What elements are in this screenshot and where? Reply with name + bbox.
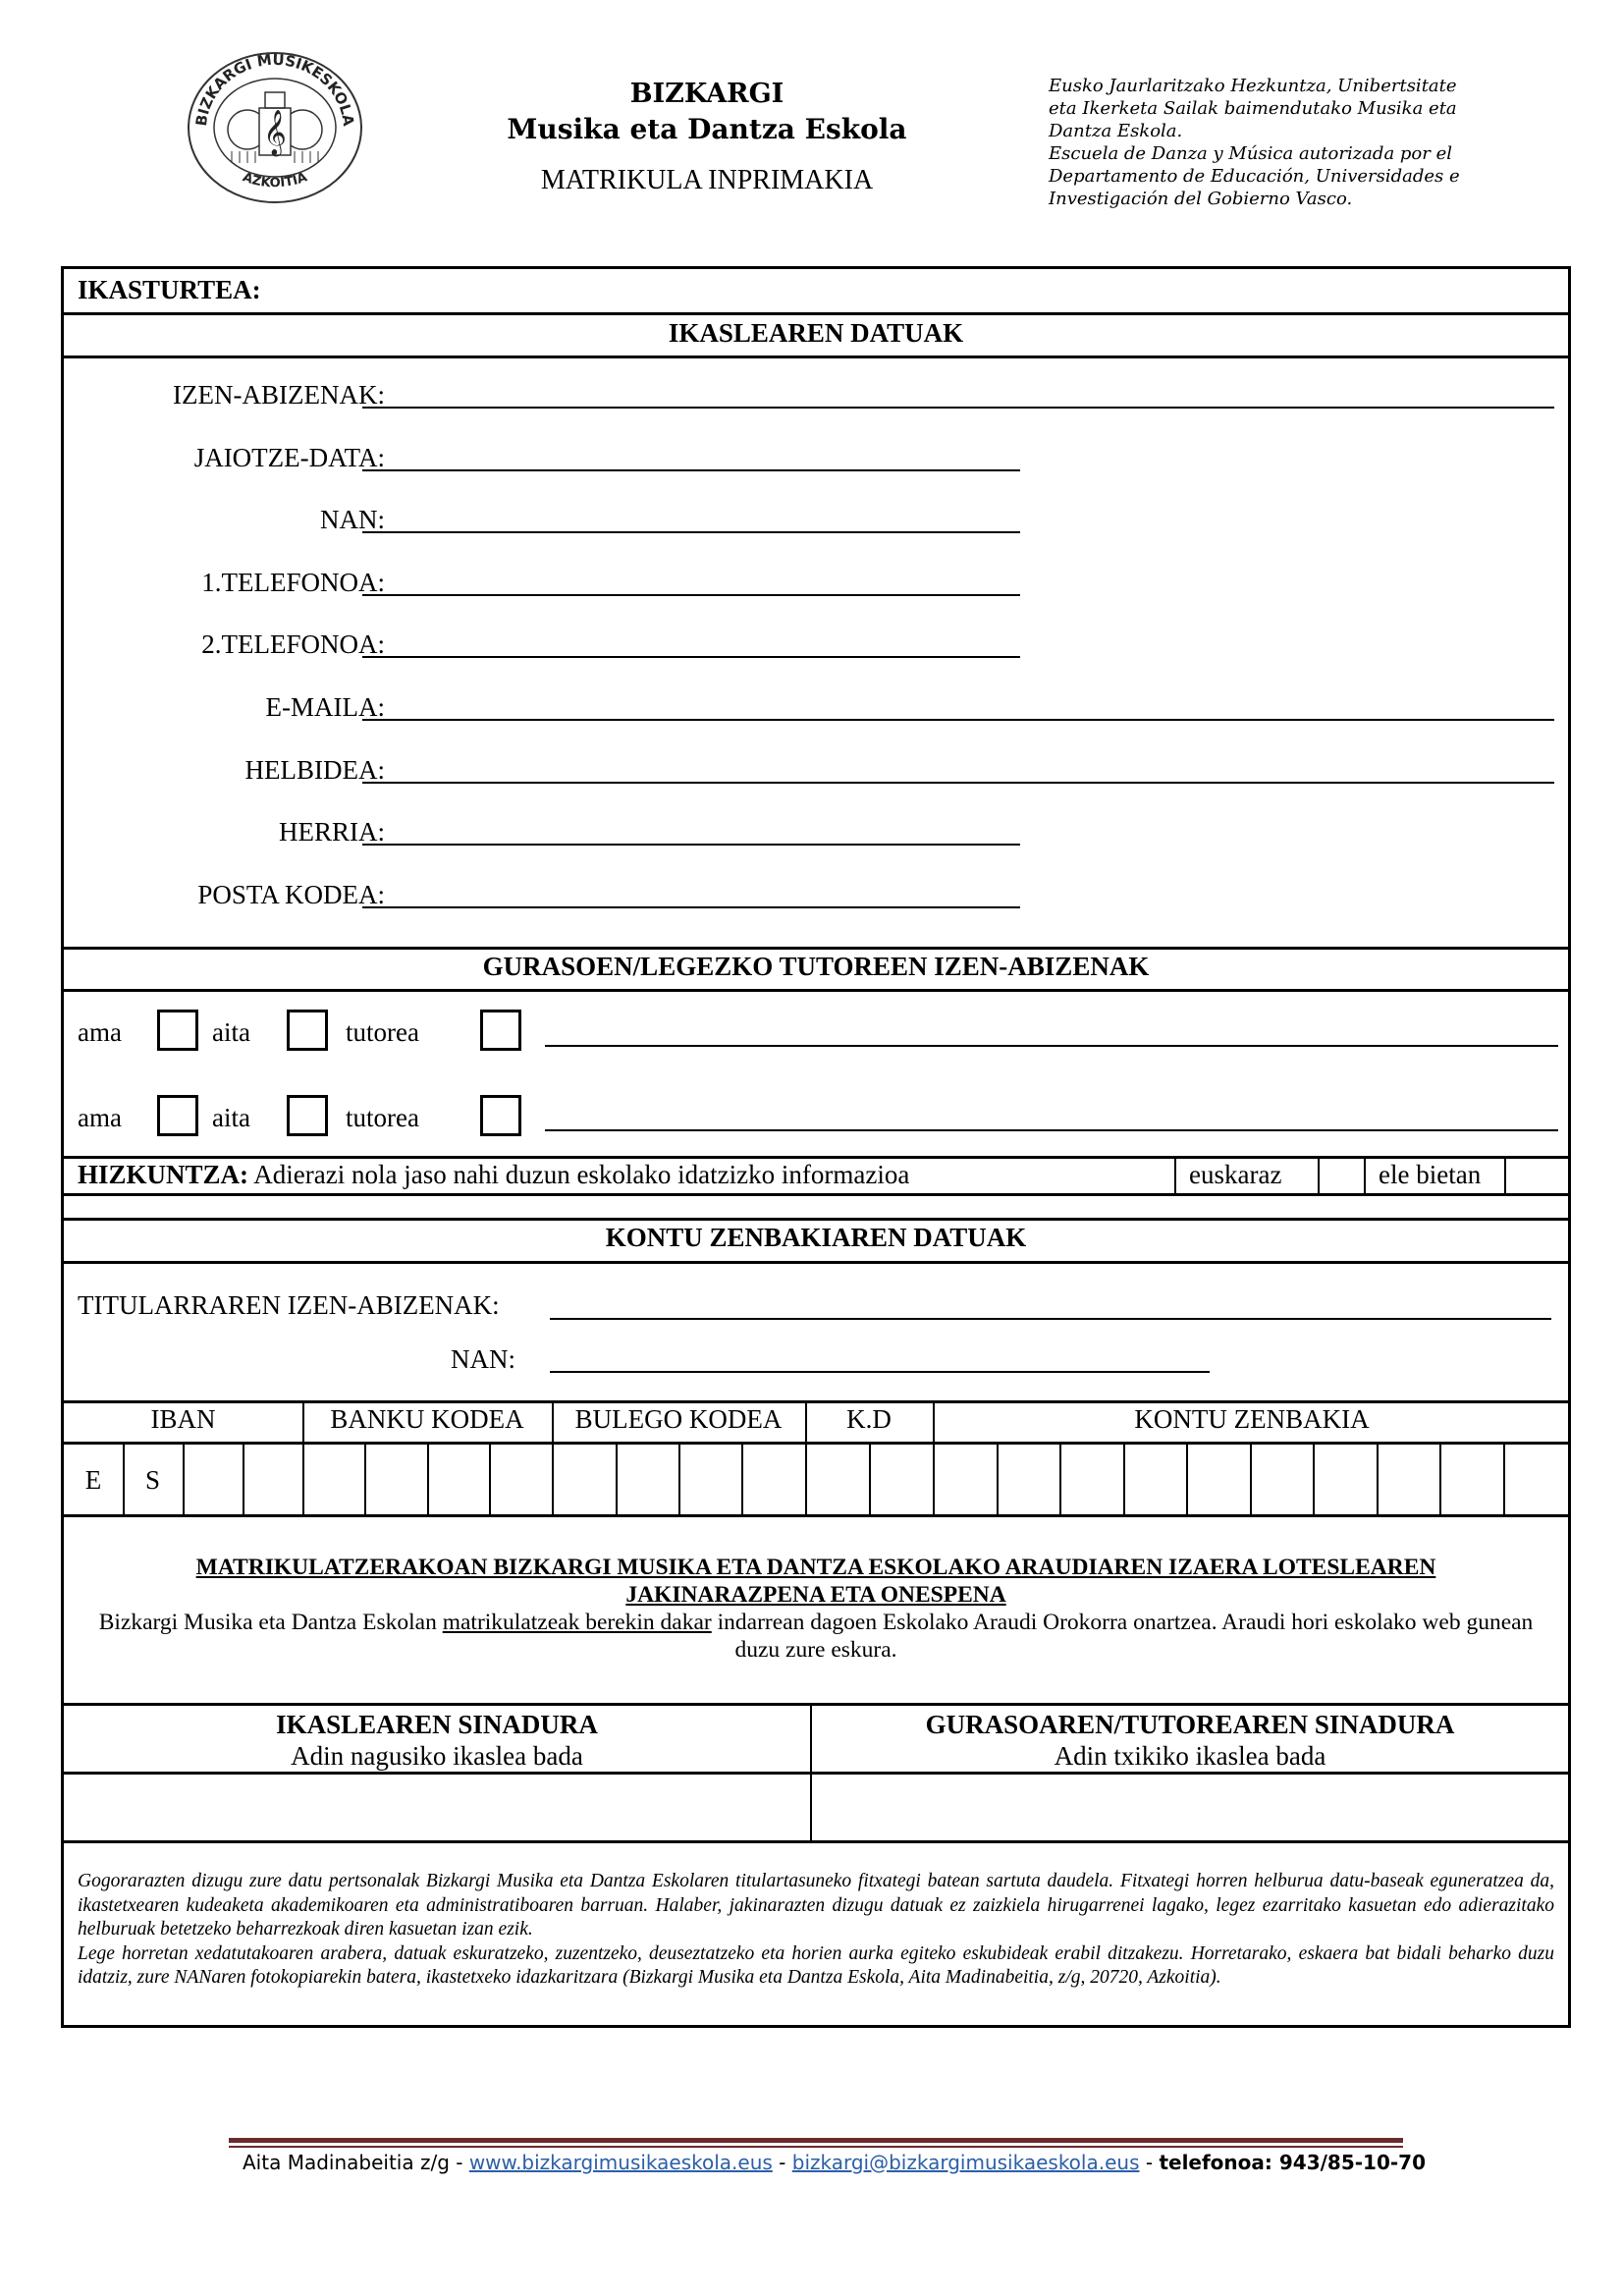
- parent-signature-header: [812, 1709, 1568, 1772]
- student-signature-box[interactable]: [66, 1775, 808, 1839]
- control-digit-header: K.D: [846, 1404, 892, 1434]
- iban-digit-cell[interactable]: [244, 1445, 301, 1513]
- rules-text: Bizkargi Musika eta Dantza Eskolan matrikulatzeak berekin dakar indarrean dagoen Eskolako Araudi Orokorra onartzea. Araudi hori eskolako web gunean duzu zure eskura.: [98, 1610, 1534, 1663]
- parent2-father-checkbox[interactable]: [287, 1095, 328, 1136]
- rules-block: [78, 1554, 1554, 1664]
- privacy-notice: [78, 1870, 1554, 1991]
- holder-name-field[interactable]: [550, 1318, 1551, 1320]
- enrollment-form: [61, 266, 1571, 2028]
- footer-email-link[interactable]: bizkargi@bizkargimusikaeskola.eus: [791, 2151, 1140, 2174]
- branch-code-header: BULEGO KODEA: [574, 1404, 783, 1434]
- parent1-father-checkbox[interactable]: [287, 1010, 328, 1051]
- student-signature-sub: Adin nagusiko ikaslea bada: [291, 1741, 583, 1771]
- authorization-notice: [1049, 75, 1481, 210]
- school-logo: [177, 49, 373, 206]
- notice-basque: Eusko Jaurlaritzako Hezkuntza, Unibertsitate eta Ikerketa Sailak baimendutako Musika eta Dantza Eskola.: [1049, 76, 1457, 141]
- holder-id-field[interactable]: [550, 1371, 1210, 1373]
- id-number-label: NAN:: [320, 505, 385, 534]
- holder-name-label: TITULARRAREN IZEN-ABIZENAK:: [78, 1290, 500, 1320]
- logo-top-text: BIZKARGI MUSIKESKOLA: [191, 50, 358, 128]
- footer-phone: telefonoa: 943/85-10-70: [1159, 2151, 1427, 2174]
- parent2-tutor-label: tutorea: [346, 1103, 419, 1132]
- phone2-field[interactable]: [362, 656, 1020, 658]
- language-instruction: Adierazi nola jaso nahi duzun eskolako idatzizko informazioa: [253, 1160, 910, 1189]
- language-basque-label: euskaraz: [1189, 1160, 1282, 1189]
- parent2-father-label: aita: [212, 1103, 250, 1132]
- address-field[interactable]: [362, 782, 1554, 784]
- phone1-field[interactable]: [362, 594, 1020, 596]
- bank-code-header: BANKU KODEA: [330, 1404, 524, 1434]
- footer-address: Aita Madinabeitia z/g: [243, 2151, 450, 2174]
- full-name-field[interactable]: [362, 407, 1554, 409]
- iban-digit-cell[interactable]: [185, 1445, 242, 1513]
- iban-char-s: S: [144, 1465, 161, 1495]
- parent1-name-field[interactable]: [545, 1045, 1558, 1047]
- student-signature-header: [64, 1709, 810, 1772]
- phone2-label: 2.TELEFONOA:: [201, 629, 385, 659]
- rules-title-line1: MATRIKULATZERAKOAN BIZKARGI MUSIKA ETA DANTZA ESKOLAKO ARAUDIAREN IZAERA LOTESLEAREN: [195, 1555, 1436, 1580]
- header-title-block: [412, 79, 1001, 196]
- logo-bottom-text: AZKOITIA: [241, 170, 309, 191]
- postal-code-field[interactable]: [362, 906, 1020, 908]
- language-basque-checkbox[interactable]: [1320, 1159, 1363, 1191]
- footer: Aita Madinabeitia z/g - www.bizkargimusikaeskola.eus - bizkargi@bizkargimusikaeskola.eus - telefonoa: 943/85-10-70: [243, 2151, 1427, 2174]
- footer-rule-thin: [229, 2146, 1403, 2148]
- rules-title-line2: JAKINARAZPENA ETA ONESPENA: [625, 1582, 1006, 1608]
- parents-section-title: GURASOEN/LEGEZKO TUTOREEN IZEN-ABIZENAK: [482, 952, 1150, 981]
- privacy-paragraph-1: Gogorarazten dizugu zure datu pertsonalak Bizkargi Musika eta Dantza Eskolaren titulartasuneko fitxategi batean sartuta daudela. Fitxategi horren helburua datu-baseak eguneratzea da, ikastetxearen kudeaketa akademikoaren eta administratiboaren barruan. Halaber, jakinarazten dizugu datuak ez zaizkiela hirugarrenei lagako, legez ezarritako kasuetan edo adierazitako helburuak betetzeko beharrezkoak diren kasuetan izan ezik.: [78, 1871, 1554, 1940]
- iban-char-e: E: [84, 1465, 102, 1495]
- phone1-label: 1.TELEFONOA:: [201, 568, 385, 597]
- form-title: MATRIKULA INPRIMAKIA: [540, 165, 874, 195]
- holder-id-label: NAN:: [451, 1344, 515, 1374]
- birth-date-label: JAIOTZE-DATA:: [193, 443, 385, 472]
- town-field[interactable]: [362, 844, 1020, 846]
- footer-website-link[interactable]: www.bizkargimusikaeskola.eus: [468, 2151, 773, 2174]
- parent2-mother-checkbox[interactable]: [157, 1095, 198, 1136]
- parent-signature-title: GURASOAREN/TUTOREAREN SINADURA: [925, 1710, 1455, 1739]
- parent2-name-field[interactable]: [545, 1129, 1558, 1131]
- postal-code-label: POSTA KODEA:: [197, 880, 385, 909]
- footer-rule: [229, 2138, 1403, 2143]
- parent1-father-label: aita: [212, 1017, 250, 1047]
- parent-signature-sub: Adin txikiko ikaslea bada: [1054, 1741, 1326, 1771]
- language-row: [78, 1160, 909, 1190]
- parent1-tutor-label: tutorea: [346, 1017, 419, 1047]
- email-label: E-MAILA:: [265, 692, 385, 722]
- birth-date-field[interactable]: [362, 469, 1020, 471]
- privacy-paragraph-2: Lege horretan xedatutakoaren arabera, datuak eskuratzeko, zuzentzeko, deuseztatzeko eta horien aurka egiteko eskubideak erabil ditzakezu. Horretarako, eskaera bat bidali beharko duzu idatziz, zure NANaren fotokopiarekin batera, ikastetxeko idazkaritzara (Bizkargi Musika eta Dantza Eskola, Aita Madinabeitia, z/g, 20720, Azkoitia).: [78, 1942, 1554, 1988]
- address-label: HELBIDEA:: [244, 755, 385, 785]
- school-name: BIZKARGI: [629, 79, 784, 109]
- language-bilingual-checkbox[interactable]: [1506, 1159, 1567, 1191]
- student-signature-title: IKASLEAREN SINADURA: [276, 1710, 598, 1739]
- iban-header: IBAN: [150, 1404, 216, 1434]
- town-label: HERRIA:: [279, 817, 385, 847]
- language-bilingual-label: ele bietan: [1379, 1160, 1482, 1189]
- svg-text:𝄞: 𝄞: [263, 110, 287, 155]
- id-number-field[interactable]: [362, 531, 1020, 533]
- parent2-mother-label: ama: [78, 1103, 122, 1132]
- account-number-header: KONTU ZENBAKIA: [1134, 1404, 1370, 1434]
- notice-spanish: Escuela de Danza y Música autorizada por el Departamento de Educación, Universidades e Investigación del Gobierno Vasco.: [1049, 143, 1460, 209]
- student-section-title: IKASLEAREN DATUAK: [668, 318, 964, 348]
- year-label: IKASTURTEA:: [78, 275, 261, 304]
- language-label: HIZKUNTZA:: [78, 1160, 249, 1189]
- school-subtitle: Musika eta Dantza Eskola: [507, 113, 907, 145]
- account-section-title: KONTU ZENBAKIAREN DATUAK: [605, 1223, 1027, 1252]
- parent1-mother-label: ama: [78, 1017, 122, 1047]
- parent2-tutor-checkbox[interactable]: [480, 1095, 521, 1136]
- full-name-label: IZEN-ABIZENAK:: [173, 380, 385, 410]
- parent1-tutor-checkbox[interactable]: [480, 1010, 521, 1051]
- parent-signature-box[interactable]: [813, 1775, 1566, 1839]
- parent1-mother-checkbox[interactable]: [157, 1010, 198, 1051]
- email-field[interactable]: [362, 719, 1554, 721]
